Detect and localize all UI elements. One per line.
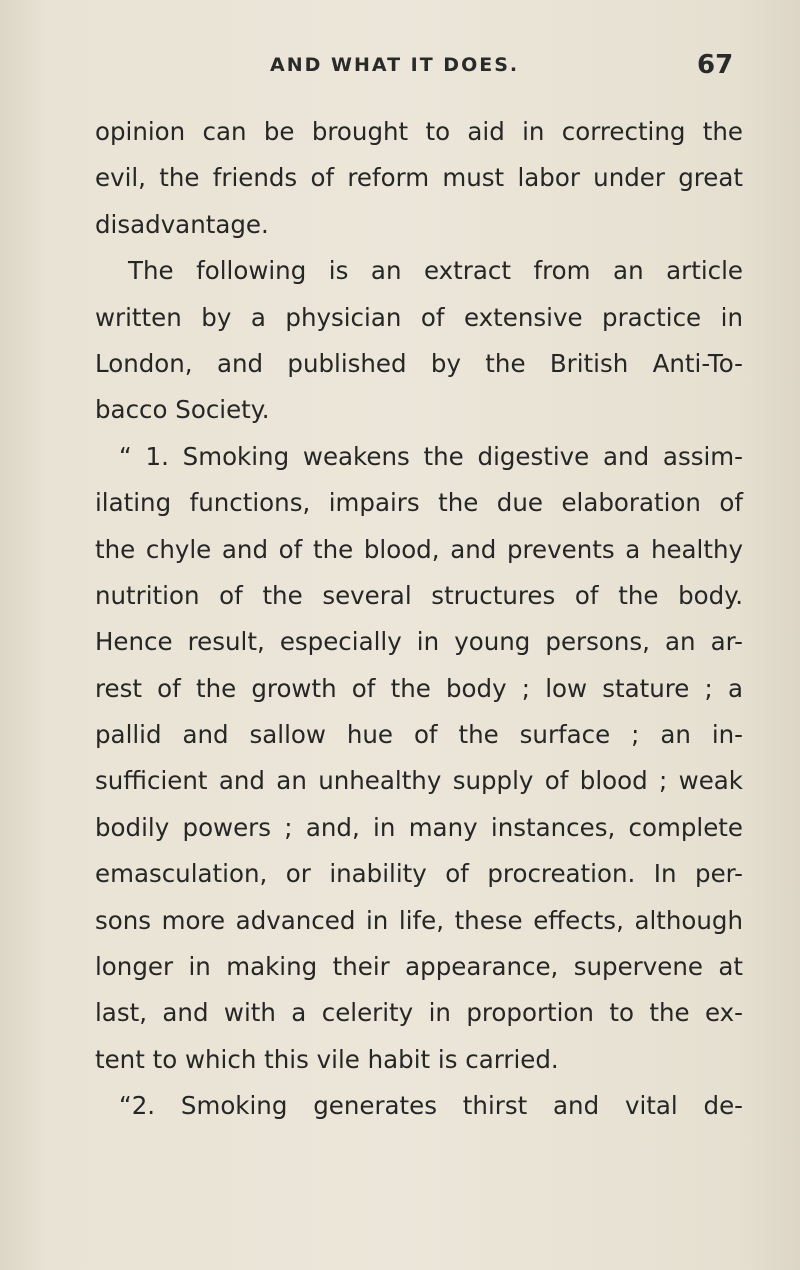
- text-line: opinion can be brought to aid in correcting the: [95, 117, 743, 146]
- text-line: disadvantage.: [95, 209, 269, 239]
- text-line: longer in making their appearance, supervene at: [95, 952, 743, 982]
- text-line: evil, the friends of reform must labor under great: [95, 163, 743, 193]
- text-line: Hence result, especially in young persons, an ar-: [95, 627, 743, 657]
- text-line: last, and with a celerity in proportion to the ex-: [95, 998, 743, 1028]
- text-line: sons more advanced in life, these effects, although: [95, 905, 743, 935]
- text-line: bacco Society.: [95, 395, 270, 425]
- text-line: “ 1. Smoking weakens the digestive and assim-: [119, 441, 743, 471]
- running-head: [0, 50, 800, 90]
- text-line: rest of the growth of the body ; low stature ; a: [95, 673, 743, 703]
- text-line: sufficient and an unhealthy supply of blood ; weak: [95, 766, 743, 796]
- text-line: bodily powers ; and, in many instances, complete: [95, 812, 743, 842]
- text-line: the chyle and of the blood, and prevents a healthy: [95, 534, 743, 564]
- text-line: tent to which this vile habit is carried.: [95, 1044, 559, 1074]
- page-number: 67: [697, 50, 734, 80]
- text-line: pallid and sallow hue of the surface ; an in-: [95, 720, 743, 750]
- text-line: ilating functions, impairs the due elaboration of: [95, 488, 743, 518]
- text-line: “2. Smoking generates thirst and vital de-: [119, 1091, 743, 1121]
- text-line: written by a physician of extensive practice in: [95, 302, 743, 332]
- running-title: AND WHAT IT DOES.: [270, 54, 520, 76]
- body-text: [95, 109, 743, 1130]
- text-line: nutrition of the several structures of the body.: [95, 580, 743, 610]
- text-line: The following is an extract from an article: [128, 256, 743, 286]
- text-line: emasculation, or inability of procreation. In per-: [95, 859, 743, 889]
- text-line: London, and published by the British Anti-To-: [95, 348, 743, 378]
